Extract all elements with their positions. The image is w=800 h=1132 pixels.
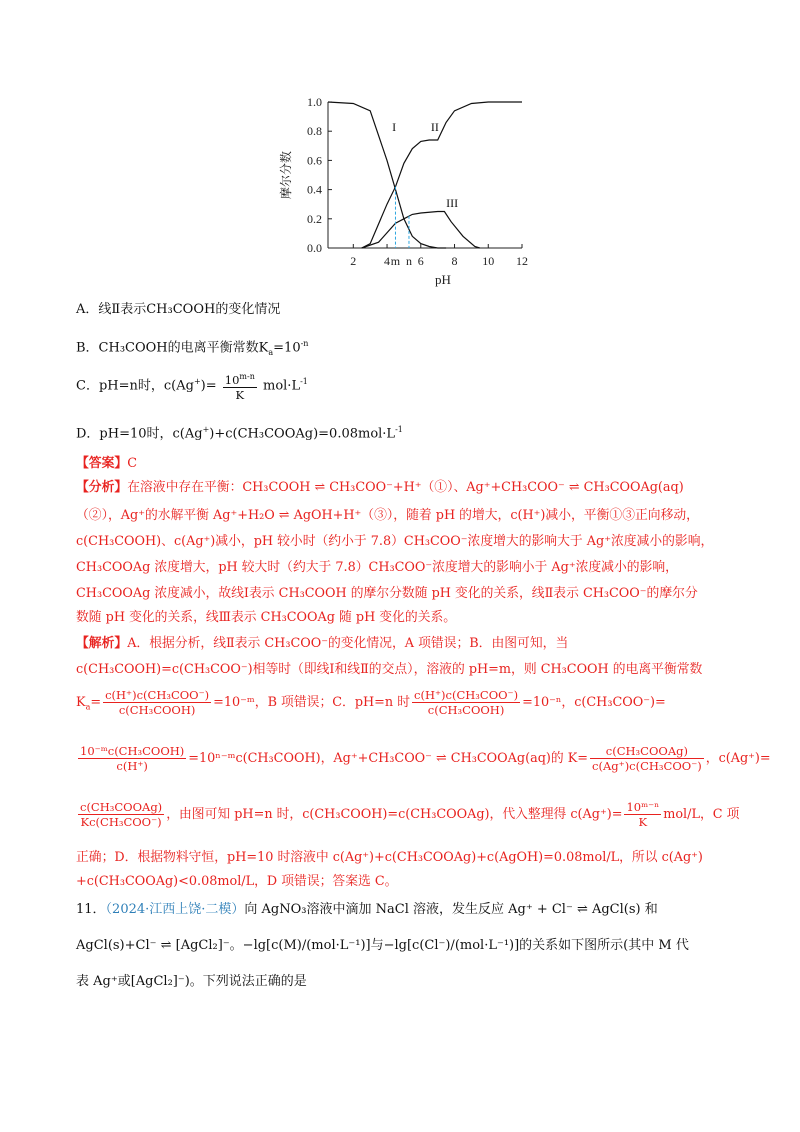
analysis-line-5: CH₃COOAg 浓度减小，故线Ⅰ表示 CH₃COOH 的摩尔分数随 pH 变化的关系，线Ⅱ表示 CH₃COO⁻的摩尔分 [76,586,698,601]
y-tick-label: 0.8 [307,124,322,139]
analysis-line-2: （②），Ag⁺的水解平衡 Ag⁺+H₂O ⇌ AgOH+H⁺（③），随着 pH 的增大，c(H⁺)减小，平衡①③正向移动， [76,508,699,523]
y-tick-label: 0.2 [307,211,322,226]
mole-fraction-chart [270,88,540,288]
x-tick-label: 6 [417,254,424,268]
option-c: C．pH=n时，c(Ag+)= $\frac{10^{m-n}}{K}$ $mol\cdot L^{-1}$ [76,372,308,402]
y-tick-label: 0.6 [307,153,322,168]
point-m-label: m [390,254,401,268]
explain-line-2: c(CH₃COOH)=c(CH₃COO⁻)相等时（即线Ⅰ和线Ⅱ的交点），溶液的 pH=m，则 CH₃COOH 的电离平衡常数 [76,662,703,677]
analysis-line-6: 数随 pH 变化的关系，线Ⅲ表示 CH₃COOAg 随 pH 变化的关系。 [76,610,457,625]
question-11-line-3: 表 Ag⁺或[AgCl₂]⁻)。下列说法正确的是 [76,974,307,989]
explain-line-5: $\frac{\text{c(CH₃COOAg)}}{\text{Kc(CH₃COO⁻)}}$ ，由图可知 pH=n 时，c(CH₃COOH)=c(CH₃COOAg)，代入整理得 c(Ag⁺)= $\frac{\text{10ᵐ⁻ⁿ}}{K}$ mol/L，C 项 [80,800,740,829]
option-a: A．线Ⅱ表示CH₃COOH的变化情况 [76,302,281,317]
explain-line-7: +c(CH₃COOAg)<0.08mol/L，D 项错误；答案选 C。 [76,874,398,889]
question-11-line-1: 11．（2024·江西上饶·二模）向 AgNO₃溶液中滴加 NaCl 溶液，发生反应 Ag⁺ + Cl⁻ ⇌ AgCl(s) 和 [76,902,658,917]
x-tick-label: 12 [516,254,528,268]
chart-axes [278,95,528,287]
explain-line-6: 正确；D．根据物料守恒，pH=10 时溶液中 c(Ag⁺)+c(CH₃COOAg)+c(AgOH)=0.08mol/L，所以 c(Ag⁺) [76,850,703,865]
y-tick-label: 0.4 [307,182,322,197]
option-b: B．CH₃COOH的电离平衡常数$K_a=10^{-n}$ [76,339,309,357]
y-axis-label: 摩尔分数 [279,150,293,200]
question-11-line-2: AgCl(s)+Cl⁻ ⇌ [AgCl₂]⁻。−lg[c(M)/(mol·L⁻¹)]与−lg[c(Cl⁻)/(mol·L⁻¹)]的关系如下图所示(其中 M 代 [76,938,689,953]
option-d: D．pH=10时，$c(Ag^+)+c(CH_3COOAg)=0.08mol\cdot L^{-1}$ [76,425,403,442]
series-label-I: I [392,120,397,135]
chart-marks [391,187,412,268]
y-tick-label: 0.0 [307,241,322,255]
analysis-line-3: c(CH₃COOH)、c(Ag⁺)减小，pH 较小时（约小于 7.8）CH₃COO⁻浓度增大的影响大于 Ag⁺浓度减小的影响， [76,534,714,549]
explain-line-1: 【解析】A．根据分析，线Ⅱ表示 CH₃COO⁻的变化情况，A 项错误；B．由图可知，当 [76,636,569,651]
analysis-line-4: CH₃COOAg 浓度增大，pH 较大时（约大于 7.8）CH₃COO⁻浓度增大的影响小于 Ag⁺浓度减小的影响， [76,560,678,575]
x-tick-label: 10 [482,254,495,268]
series-line-III [362,212,480,249]
x-tick-label: 2 [350,254,357,268]
series-line-I [328,102,446,248]
x-tick-label: 4 [384,254,391,268]
series-label-III: III [446,196,459,211]
explain-line-3: $K_a=$ $\frac{\text{c(H⁺)c(CH₃COO⁻)}}{\text{c(CH₃COOH)}}$ =10⁻ᵐ，B 项错误；C．pH=n 时 $\frac{\text{c(H⁺)c(CH₃COO⁻)}}{\text{c(CH₃COOH)}}$ =10⁻ⁿ，c(CH₃COO⁻)= [76,688,666,717]
point-n-label: n [405,254,412,268]
series-label-II: II [430,120,439,135]
explain-line-4: $\frac{\text{10⁻ᵐc(CH₃COOH)}}{c(H^+)}$ =10ⁿ⁻ᵐc(CH₃COOH)，Ag⁺+CH₃COO⁻ ⇌ CH₃COOAg(aq)的 K= $\frac{\text{c(CH₃COOAg)}}{\text{c(Ag⁺)c(CH₃COO⁻)}}$ ，c(Ag⁺)= [80,744,771,773]
answer-line: 【答案】C [76,456,137,471]
series-line-II [362,102,522,248]
x-axis-label: pH [435,272,451,287]
analysis-line-1: 【分析】在溶液中存在平衡：CH₃COOH ⇌ CH₃COO⁻+H⁺（①）、Ag⁺+CH₃COO⁻ ⇌ CH₃COOAg(aq) [76,480,684,495]
y-tick-label: 1.0 [307,95,322,109]
chart-series [328,102,522,248]
x-tick-label: 8 [451,254,458,268]
